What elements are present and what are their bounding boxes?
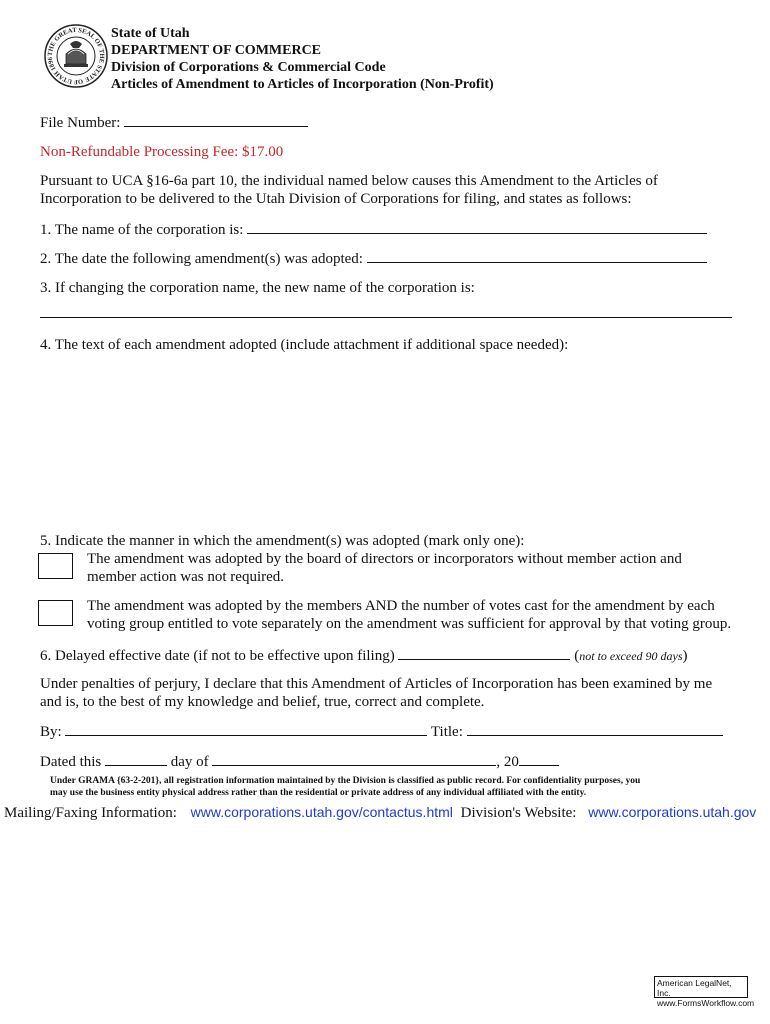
declaration-line-1: Under penalties of perjury, I declare that this Amendment of Articles of Incorporation has been examined by me	[40, 676, 713, 692]
effective-date-row	[40, 646, 688, 665]
amendment-date-field[interactable]	[367, 249, 707, 263]
corporation-name-field[interactable]	[247, 220, 707, 234]
board-adoption-text-1: The amendment was adopted by the board of directors or incorporators without member action and	[87, 551, 682, 567]
dated-row: Dated this day of , 20	[40, 752, 559, 771]
by-label: By:	[40, 724, 62, 740]
amendment-date-row	[40, 249, 707, 268]
new-name-label: 3. If changing the corporation name, the new name of the corporation is:	[40, 280, 475, 296]
mailing-label: Mailing/Faxing Information:	[4, 805, 177, 821]
member-adoption-text-2: voting group entitled to vote separately on the amendment was sufficient for approval by that voting group.	[87, 616, 732, 632]
grama-notice-1: Under GRAMA {63-2-201}, all registration information maintained by the Division is classified as public record. For confidentiality purposes, you	[50, 776, 641, 786]
dated-month-field[interactable]	[212, 752, 496, 766]
dated-day-field[interactable]	[105, 752, 167, 766]
by-field[interactable]	[65, 722, 427, 736]
grama-notice-2: may use the business entity physical address rather than the residential or private address of any individual affiliated with the entity.	[50, 788, 587, 798]
intro-line-1: Pursuant to UCA §16-6a part 10, the individual named below causes this Amendment to the Articles of	[40, 173, 658, 189]
title-field[interactable]	[467, 722, 723, 736]
board-adoption-text-2: member action was not required.	[87, 569, 285, 585]
header-department: DEPARTMENT OF COMMERCE	[111, 43, 322, 58]
effective-date-note: (not to exceed 90 days)	[574, 648, 688, 664]
corporation-name-row	[40, 220, 707, 239]
dated-label: Dated this	[40, 754, 102, 770]
header-form-title: Articles of Amendment to Articles of Incorporation (Non-Profit)	[111, 77, 494, 92]
svg-text:THE GREAT SEAL OF THE STATE OF: THE GREAT SEAL OF THE STATE OF UTAH 1896	[46, 26, 106, 86]
amendment-text-area[interactable]	[40, 358, 732, 518]
adoption-manner-label: 5. Indicate the manner in which the amendment(s) was adopted (mark only one):	[40, 533, 525, 549]
member-adoption-text-1: The amendment was adopted by the members AND the number of votes cast for the amendment by each	[87, 598, 715, 614]
day-of-label: day of	[170, 754, 209, 770]
corporation-name-label: 1. The name of the corporation is:	[40, 222, 244, 238]
dated-year-field[interactable]	[519, 752, 559, 766]
footer-line-1: American LegalNet, Inc.	[657, 978, 732, 998]
effective-date-label: 6. Delayed effective date (if not to be effective upon filing)	[40, 648, 395, 664]
title-label: Title:	[430, 724, 463, 740]
intro-line-2: Incorporation to be delivered to the Utah Division of Corporations for filing, and states as follows:	[40, 191, 632, 207]
contact-row	[4, 803, 756, 822]
file-number-field[interactable]	[124, 113, 308, 127]
signature-row	[40, 722, 723, 741]
amendment-date-label: 2. The date the following amendment(s) was adopted:	[40, 251, 363, 267]
processing-fee: Non-Refundable Processing Fee: $17.00	[40, 144, 284, 160]
header-division: Division of Corporations & Commercial Code	[111, 60, 386, 75]
member-adoption-checkbox[interactable]	[38, 600, 73, 626]
year-prefix: 20	[503, 754, 519, 770]
header-state: State of Utah	[111, 26, 190, 41]
legalnet-footer	[654, 976, 755, 1008]
board-adoption-checkbox[interactable]	[38, 553, 73, 579]
file-number-row	[40, 113, 308, 132]
declaration-line-2: and is, to the best of my knowledge and belief, true, correct and complete.	[40, 694, 485, 710]
website-link[interactable]: www.corporations.utah.gov	[588, 804, 757, 820]
file-number-label: File Number:	[40, 115, 121, 131]
effective-date-field[interactable]	[398, 646, 570, 660]
mailing-link[interactable]: www.corporations.utah.gov/contactus.html	[190, 804, 453, 820]
state-seal	[44, 24, 108, 88]
new-name-field[interactable]	[40, 317, 732, 318]
footer-line-2: www.FormsWorkflow.com	[657, 998, 755, 1008]
amendment-text-label: 4. The text of each amendment adopted (include attachment if additional space needed):	[40, 337, 569, 353]
website-label: Division's Website:	[460, 805, 577, 821]
